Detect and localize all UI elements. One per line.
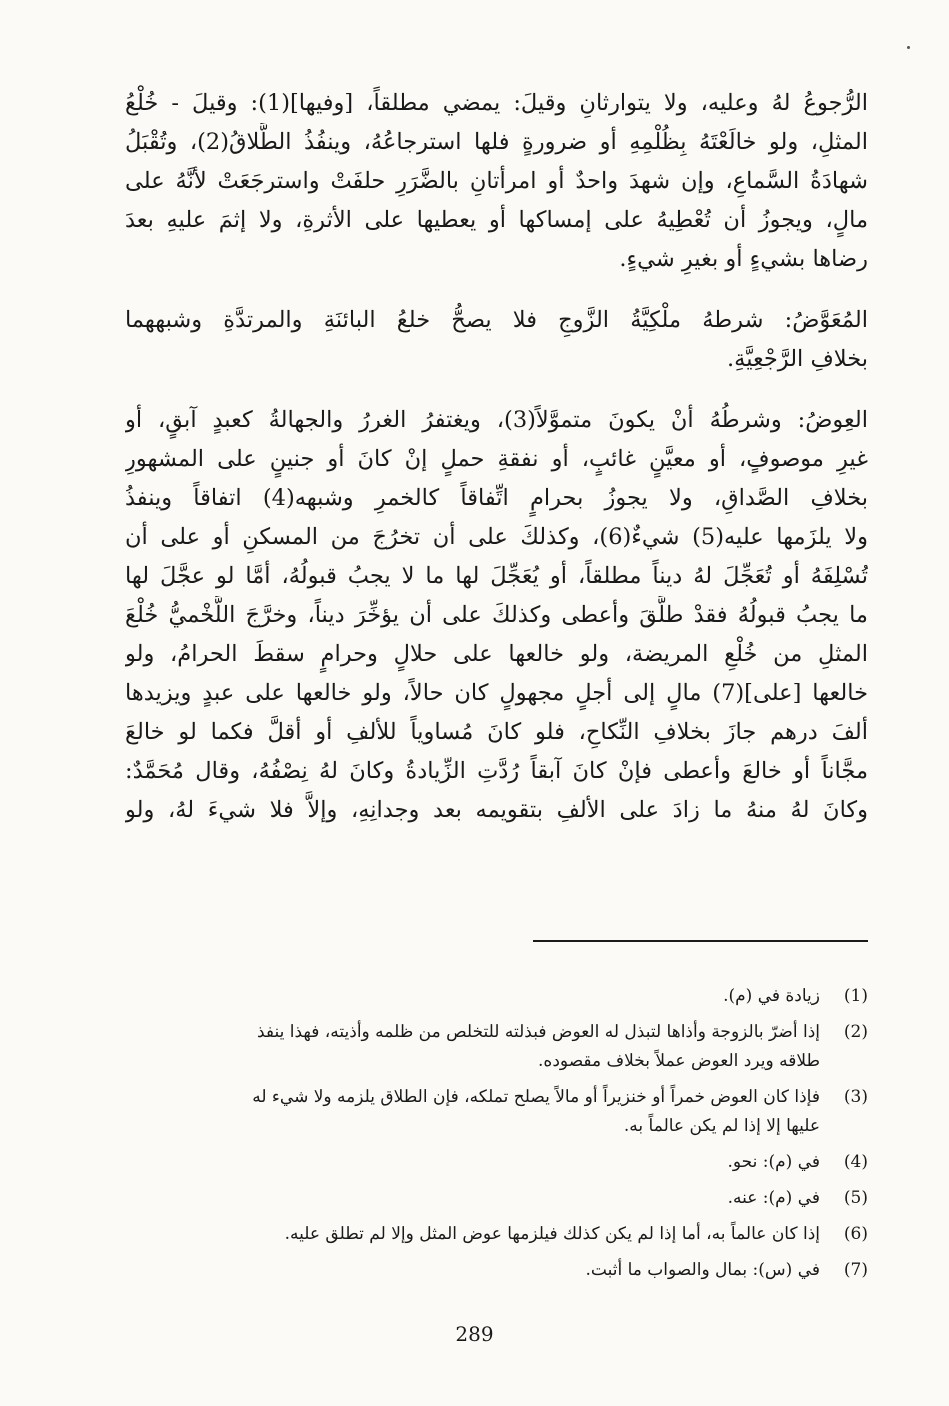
footnote-text: في (م): نحو. bbox=[727, 1152, 820, 1172]
footnote-text: زيادة في (م). bbox=[723, 986, 820, 1006]
text-line: المثلِ من خُلْعِ المريضة، ولو خالعها على حلالٍ وحرامٍ سقطَ الحرامُ، ولو bbox=[125, 641, 868, 667]
footnote-text: طلاقه ويرد العوض عملاً بخلاف مقصوده. bbox=[538, 1051, 820, 1071]
text-line: المُعَوَّضُ: شرطهُ ملْكِيَّةُ الزَّوجِ فلا يصحُّ خلعُ البائنَةِ والمرتدَّةِ وشبههما bbox=[125, 307, 868, 333]
text-line: بخلافِ الصَّداقِ، ولا يجوزُ بحرامٍ اتِّفاقاً كالخمرِ وشبهه(4) اتفاقاً وينفذُ bbox=[125, 485, 868, 511]
text-line: رضاها بشيءٍ أو بغيرِ شيءٍ. bbox=[619, 246, 868, 272]
paragraph-3 bbox=[125, 401, 868, 830]
footnote-number: (5) bbox=[843, 1188, 868, 1208]
footnote bbox=[122, 1018, 868, 1076]
page-number: 289 bbox=[455, 1322, 494, 1346]
text-line: وكانَ لهُ منهُ ما زادَ على الألفِ بتقويمه بعد وجدانِهِ، وإلاَّ فلا شيءَ لهُ، ولو bbox=[125, 797, 868, 823]
paragraph-2 bbox=[125, 301, 868, 379]
text-line: ألفَ درهم جازَ بخلافِ النِّكاحِ، فلو كانَ مُساوياً للألفِ أو أقلَّ فكما لو خالعَ bbox=[125, 719, 868, 745]
footnote-text: في (م): عنه. bbox=[727, 1188, 820, 1208]
text-line: ما يجبُ قبولُهُ فقدْ طلَّقَ وأعطى وكذلكَ على أن يؤخِّرَ ديناً، وخرَّجَ اللَّخْميُّ خُلْعَ bbox=[125, 602, 868, 628]
footnote-number: (4) bbox=[843, 1152, 868, 1172]
footnote-text: إذا أضرّ بالزوجة وأذاها لتبذل له العوض فبذلته للتخلص من ظلمه وأذيته، فهذا ينفذ bbox=[256, 1022, 820, 1042]
scan-speck bbox=[907, 46, 910, 49]
text-line: خالعها [على](7) مالٍ إلى أجلٍ مجهولٍ كان حالاً، ولو خالعها على عبدٍ ويزيدها bbox=[125, 680, 868, 706]
footnote bbox=[122, 1148, 868, 1177]
text-line: ولا يلزَمها عليه(5) شيءٌ(6)، وكذلكَ على أن تخرُجَ من المسكنِ أو على أن bbox=[125, 524, 868, 550]
footnote-text: إذا كان عالماً به، أما إذا لم يكن كذلك فيلزمها عوض المثل وإلا لم تطلق عليه. bbox=[284, 1224, 820, 1244]
footnote bbox=[122, 1083, 868, 1141]
footnote-text: عليها إلا إذا لم يكن عالماً به. bbox=[623, 1116, 820, 1136]
footnote bbox=[122, 1256, 868, 1285]
footnote-number: (1) bbox=[843, 986, 868, 1006]
text-line: تُسْلِفَهُ أو تُعَجِّلَ لهُ ديناً مطلقاً، أو يُعَجِّلَ لها ما لا يجبُ قبولُهُ، أمَّا لو عجَّلَ لها bbox=[125, 563, 868, 589]
footnote-separator bbox=[533, 940, 868, 942]
text-line: مجَّاناً أو خالعَ وأعطى فإنْ كانَ آبقاً رُدَّتِ الزِّيادةُ وكانَ لهُ نِصْفُهُ، وقال مُحَمَّدٌ: bbox=[125, 758, 868, 784]
footnote bbox=[122, 982, 868, 1011]
text-line: الرُّجوعُ لهُ وعليه، ولا يتوارثانِ وقيلَ: يمضي مطلقاً، [وفيها](1): وقيلَ - خُلْعُ bbox=[125, 90, 868, 116]
footnote-text: في (س): بمال والصواب ما أثبت. bbox=[585, 1260, 820, 1280]
footnote-number: (2) bbox=[843, 1022, 868, 1042]
text-line: بخلافِ الرَّجْعِيَّةِ. bbox=[727, 346, 868, 372]
footnote-number: (3) bbox=[843, 1087, 868, 1107]
paragraph-1 bbox=[125, 84, 868, 279]
footnote-text: فإذا كان العوض خمراً أو خنزيراً أو مالاً يصلح تملكه، فإن الطلاق يلزمه ولا شيء له bbox=[252, 1087, 820, 1107]
footnote bbox=[122, 1220, 868, 1249]
footnote bbox=[122, 1184, 868, 1213]
text-line: العِوضُ: وشرطُهُ أنْ يكونَ متموَّلاً(3)، ويغتفرُ الغررُ والجهالةُ كعبدٍ آبقٍ، أو bbox=[125, 407, 868, 433]
text-line: شهادَةُ السَّماعِ، وإن شهدَ واحدٌ أو امرأتانِ بالضَّرَرِ حلفَتْ واسترجَعَتْ لأنَّهُ على bbox=[125, 168, 868, 194]
footnote-number: (7) bbox=[843, 1260, 868, 1280]
main-text bbox=[125, 84, 868, 852]
text-line: المثلِ، ولو خالَعْتَهُ بِظُلْمِهِ أو ضرورةٍ فلها استرجاعُهُ، وينفُذُ الطَّلاقُ(2)، وتُقْبَلُ bbox=[125, 129, 868, 155]
text-line: غيرِ موصوفٍ، أو معيَّنٍ غائبٍ، أو نفقةِ حملٍ إنْ كانَ أو جنينٍ على المشهورِ bbox=[125, 446, 868, 472]
footnote-number: (6) bbox=[843, 1224, 868, 1244]
footnotes bbox=[122, 982, 868, 1292]
text-line: مالٍ، ويجوزُ أن تُعْطِيهُ على إمساكها أو يعطيها على الأثرةِ، ولا إثمَ عليهِ بعدَ bbox=[125, 207, 868, 233]
